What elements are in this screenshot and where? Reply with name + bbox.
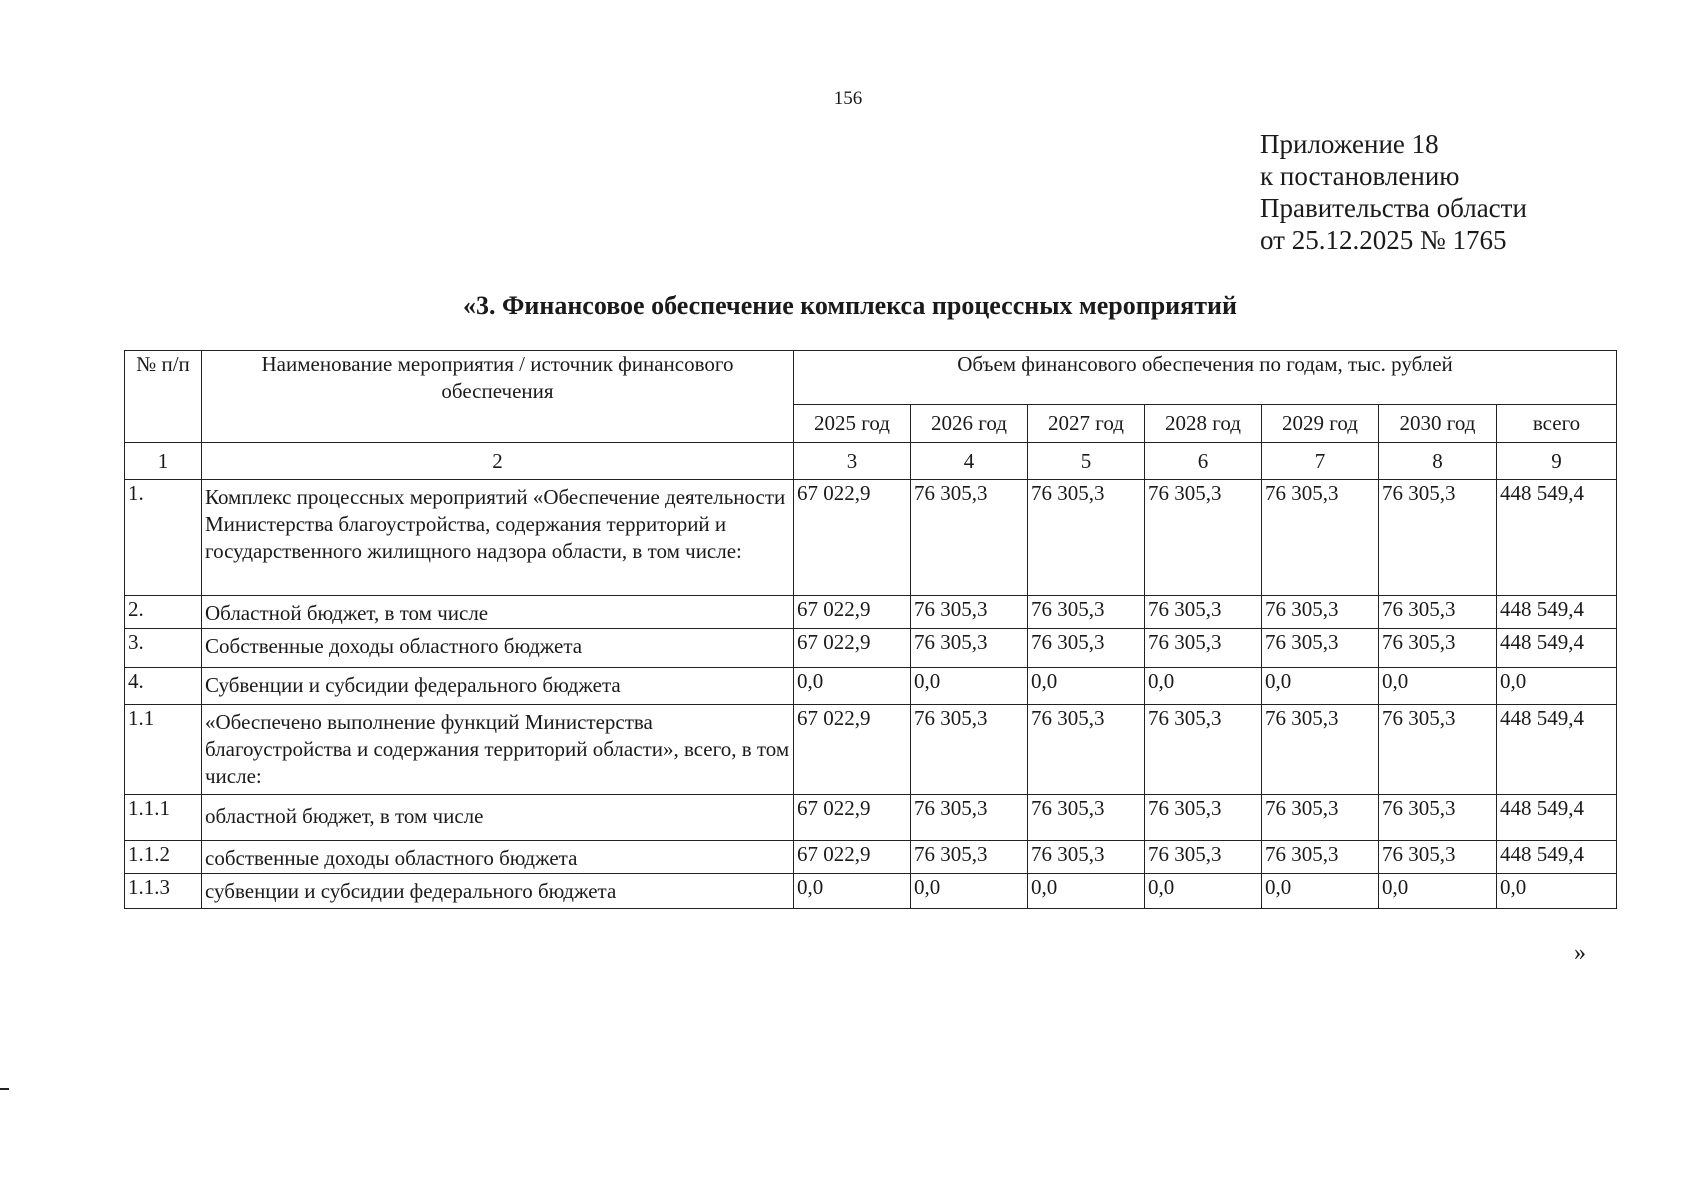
row-value: 0,0 — [794, 874, 911, 909]
row-value: 76 305,3 — [1262, 841, 1379, 874]
header-year: 2025 год — [794, 405, 911, 443]
header-year: 2028 год — [1145, 405, 1262, 443]
row-number: 1. — [125, 480, 202, 596]
column-number: 3 — [794, 443, 911, 480]
column-number: 5 — [1028, 443, 1145, 480]
header-name: Наименование мероприятия / источник финансового обеспечения — [202, 351, 794, 443]
row-name: собственные доходы областного бюджета — [202, 841, 794, 874]
row-value: 67 022,9 — [794, 705, 911, 795]
row-value: 448 549,4 — [1497, 841, 1617, 874]
row-value: 76 305,3 — [911, 841, 1028, 874]
row-value: 76 305,3 — [1028, 480, 1145, 596]
row-value: 0,0 — [911, 668, 1028, 705]
row-name: «Обеспечено выполнение функций Министерства благоустройства и содержания территорий области», всего, в том числе: — [202, 705, 794, 795]
row-number: 1.1.2 — [125, 841, 202, 874]
column-number: 2 — [202, 443, 794, 480]
row-number: 2. — [125, 596, 202, 629]
row-value: 76 305,3 — [1028, 841, 1145, 874]
row-value: 76 305,3 — [1262, 705, 1379, 795]
row-value: 0,0 — [911, 874, 1028, 909]
row-value: 0,0 — [1379, 874, 1497, 909]
column-number: 9 — [1497, 443, 1617, 480]
row-name: субвенции и субсидии федерального бюджета — [202, 874, 794, 909]
row-number: 1.1.1 — [125, 795, 202, 841]
row-value: 0,0 — [1379, 668, 1497, 705]
row-value: 0,0 — [1145, 668, 1262, 705]
table-row — [125, 795, 1617, 841]
header-year: 2029 год — [1262, 405, 1379, 443]
row-name: Субвенции и субсидии федерального бюджета — [202, 668, 794, 705]
header-year: 2026 год — [911, 405, 1028, 443]
row-value: 76 305,3 — [1379, 596, 1497, 629]
table-row — [125, 596, 1617, 629]
header-no: № п/п — [125, 351, 202, 443]
row-value: 0,0 — [1497, 874, 1617, 909]
scan-edge-mark — [0, 1088, 9, 1090]
row-number: 1.1.3 — [125, 874, 202, 909]
row-number: 1.1 — [125, 705, 202, 795]
appendix-line: к постановлению — [1260, 161, 1460, 191]
row-value: 76 305,3 — [911, 629, 1028, 668]
row-value: 76 305,3 — [911, 480, 1028, 596]
row-value: 448 549,4 — [1497, 596, 1617, 629]
table-row — [125, 668, 1617, 705]
column-number: 6 — [1145, 443, 1262, 480]
appendix-line: Приложение 18 — [1260, 129, 1439, 159]
row-number: 4. — [125, 668, 202, 705]
row-value: 448 549,4 — [1497, 705, 1617, 795]
row-value: 448 549,4 — [1497, 629, 1617, 668]
row-number: 3. — [125, 629, 202, 668]
row-value: 76 305,3 — [1262, 629, 1379, 668]
row-value: 0,0 — [1145, 874, 1262, 909]
row-value: 76 305,3 — [1145, 795, 1262, 841]
column-number: 8 — [1379, 443, 1497, 480]
row-value: 76 305,3 — [1145, 705, 1262, 795]
row-value: 76 305,3 — [1145, 596, 1262, 629]
appendix-line: от 25.12.2025 № 1765 — [1260, 225, 1507, 255]
appendix-line: Правительства области — [1260, 193, 1527, 223]
row-name: Комплекс процессных мероприятий «Обеспечение деятельности Министерства благоустройства, содержания территорий и государственного жилищного надзора области, в том числе: — [202, 480, 794, 596]
row-value: 448 549,4 — [1497, 480, 1617, 596]
row-value: 76 305,3 — [1028, 705, 1145, 795]
row-value: 0,0 — [1262, 668, 1379, 705]
row-value: 76 305,3 — [1028, 795, 1145, 841]
table-row — [125, 629, 1617, 668]
header-row — [125, 351, 1617, 405]
row-value: 76 305,3 — [1145, 841, 1262, 874]
row-value: 76 305,3 — [1145, 629, 1262, 668]
header-volume: Объем финансового обеспечения по годам, тыс. рублей — [794, 351, 1617, 405]
table-row — [125, 841, 1617, 874]
appendix-block — [1260, 128, 1527, 256]
column-number: 4 — [911, 443, 1028, 480]
row-value: 76 305,3 — [1262, 596, 1379, 629]
row-value: 0,0 — [1262, 874, 1379, 909]
header-year: всего — [1497, 405, 1617, 443]
row-value: 76 305,3 — [1379, 841, 1497, 874]
row-value: 76 305,3 — [1379, 480, 1497, 596]
row-value: 76 305,3 — [1379, 629, 1497, 668]
row-name: Областной бюджет, в том числе — [202, 596, 794, 629]
row-value: 0,0 — [1028, 668, 1145, 705]
document-title: «3. Финансовое обеспечение комплекса процессных мероприятий — [463, 291, 1237, 320]
column-number: 7 — [1262, 443, 1379, 480]
row-name: Собственные доходы областного бюджета — [202, 629, 794, 668]
row-value: 67 022,9 — [794, 480, 911, 596]
row-name: областной бюджет, в том числе — [202, 795, 794, 841]
row-value: 0,0 — [794, 668, 911, 705]
header-year: 2030 год — [1379, 405, 1497, 443]
header-year: 2027 год — [1028, 405, 1145, 443]
column-number: 1 — [125, 443, 202, 480]
table-row — [125, 480, 1617, 596]
row-value: 67 022,9 — [794, 596, 911, 629]
row-value: 76 305,3 — [1262, 795, 1379, 841]
row-value: 76 305,3 — [1145, 480, 1262, 596]
row-value: 76 305,3 — [1379, 795, 1497, 841]
finance-table — [124, 350, 1617, 909]
page-number: 156 — [833, 88, 863, 109]
row-value: 67 022,9 — [794, 629, 911, 668]
closing-quote: » — [1574, 940, 1586, 966]
row-value: 448 549,4 — [1497, 795, 1617, 841]
row-value: 0,0 — [1497, 668, 1617, 705]
column-numbers-row — [125, 443, 1617, 480]
table-row — [125, 874, 1617, 909]
table-row — [125, 705, 1617, 795]
row-value: 76 305,3 — [1028, 596, 1145, 629]
row-value: 76 305,3 — [1262, 480, 1379, 596]
row-value: 76 305,3 — [911, 596, 1028, 629]
row-value: 0,0 — [1028, 874, 1145, 909]
row-value: 76 305,3 — [911, 705, 1028, 795]
row-value: 67 022,9 — [794, 841, 911, 874]
row-value: 67 022,9 — [794, 795, 911, 841]
row-value: 76 305,3 — [1379, 705, 1497, 795]
row-value: 76 305,3 — [1028, 629, 1145, 668]
row-value: 76 305,3 — [911, 795, 1028, 841]
